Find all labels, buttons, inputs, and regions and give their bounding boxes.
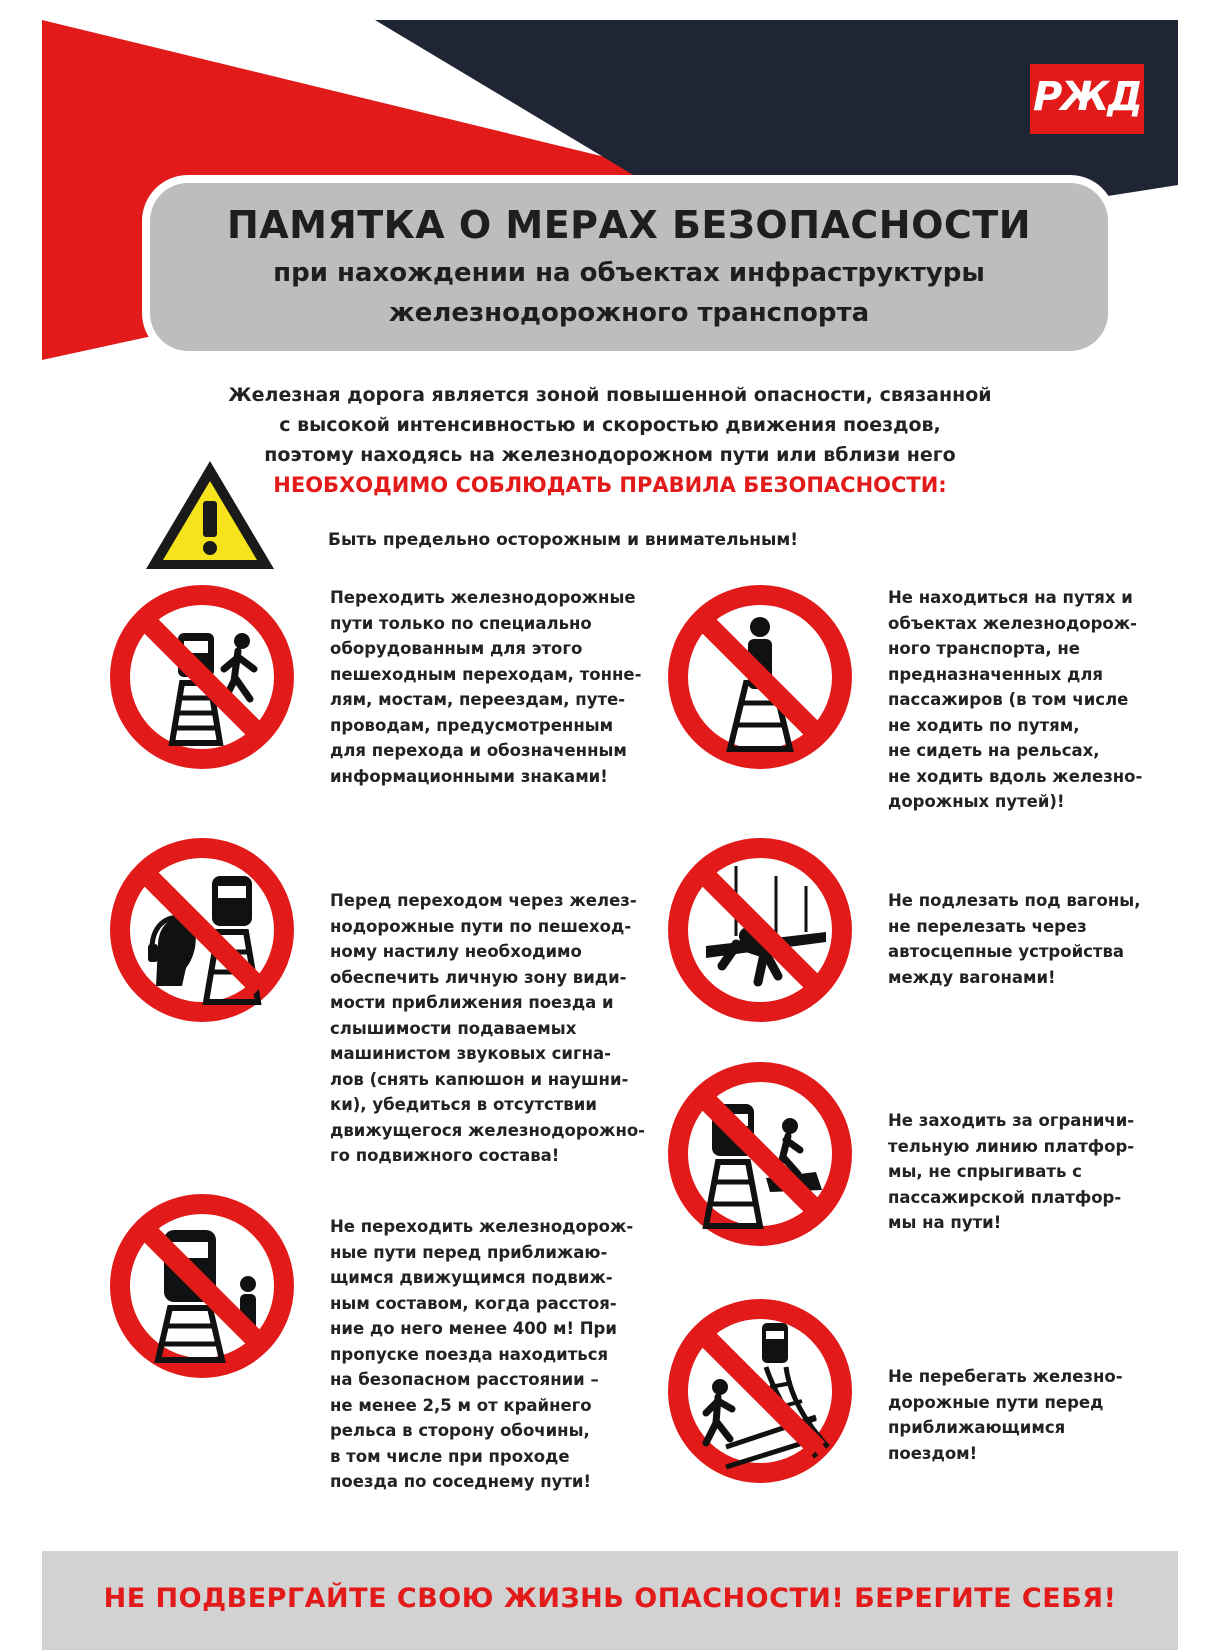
intro-emphasis: НЕОБХОДИМО СОБЛЮДАТЬ ПРАВИЛА БЕЗОПАСНОСТИ: (273, 473, 947, 497)
no-crawling-under-wagons-icon (666, 836, 854, 1024)
no-headphones-icon (108, 836, 296, 1024)
no-walking-on-tracks-icon (666, 583, 854, 771)
warning-triangle-icon (140, 455, 280, 575)
page-title: ПАМЯТКА О МЕРАХ БЕЗОПАСНОСТИ (226, 203, 1032, 247)
rule-text-near-train: Не переходить железнодорож- ные пути перед приближаю- щимся движущимся подвиж- ным составом, когда расстоя- ние до него менее 400 м! При пропуске поезда находиться на безопасном расстоянии – не менее 2,5 м от крайнего рельса в сторону обочины, в том числе при проходе поезда по соседнему пути! (330, 1217, 634, 1491)
no-jumping-platform-icon (666, 1060, 854, 1248)
rule-text-headphones: Перед переходом через желез- нодорожные пути по пешеход- ному настилу необходимо обеспечить личную зону види- мости приближения поезда и слышимости подаваемых машинистом звуковых сигна- лов (снять капюшон и наушни- ки), убедиться в отсутствии движущегося железнодорожно- го подвижного состава! (330, 891, 646, 1165)
page-subtitle-line-2: железнодорожного транспорта (388, 298, 870, 328)
intro-text (150, 380, 1070, 500)
intro-line-1: Железная дорога является зоной повышенной опасности, связанной (228, 384, 992, 406)
footer-banner (42, 1551, 1178, 1650)
no-running-across-icon (666, 1297, 854, 1485)
rule-text-running: Не перебегать железно- дорожные пути перед приближающимся поездом! (888, 1367, 1123, 1463)
rule-text-crawling: Не подлезать под вагоны, не перелезать через автосцепные устройства между вагонами! (888, 891, 1141, 987)
rule-text-platform: Не заходить за ограничи- тельную линию платфор- мы, не спрыгивать с пассажирской платфор- мы на пути! (888, 1111, 1135, 1232)
no-near-train-icon (108, 1192, 296, 1380)
rzd-logo: РЖД (1030, 64, 1144, 134)
title-banner (150, 183, 1108, 351)
page-subtitle-line-1: при нахождении на объектах инфраструктуры (273, 258, 985, 288)
rule-text-crossing: Переходить железнодорожные пути только по специально оборудованным для этого пешеходным переходам, тонне- лям, мостам, переездам, путе- проводам, предусмотренным для перехода и обозначенным информационными знаками! (330, 588, 642, 786)
rule-text-walking-tracks: Не находиться на путях и объектах железнодорож- ного транспорта, не предназначенных для пассажиров (в том числе не ходить по путям, не сидеть на рельсах, не ходить вдоль железно- дорожных путей)! (888, 588, 1143, 811)
caution-text: Быть предельно осторожным и внимательным! (328, 530, 799, 550)
intro-line-2: с высокой интенсивностью и скоростью движения поездов, (279, 414, 941, 436)
footer-text: НЕ ПОДВЕРГАЙТЕ СВОЮ ЖИЗНЬ ОПАСНОСТИ! БЕРЕГИТЕ СЕБЯ! (103, 1583, 1117, 1614)
no-crossing-tracks-icon (108, 583, 296, 771)
intro-line-3: поэтому находясь на железнодорожном пути или вблизи него (264, 444, 956, 466)
